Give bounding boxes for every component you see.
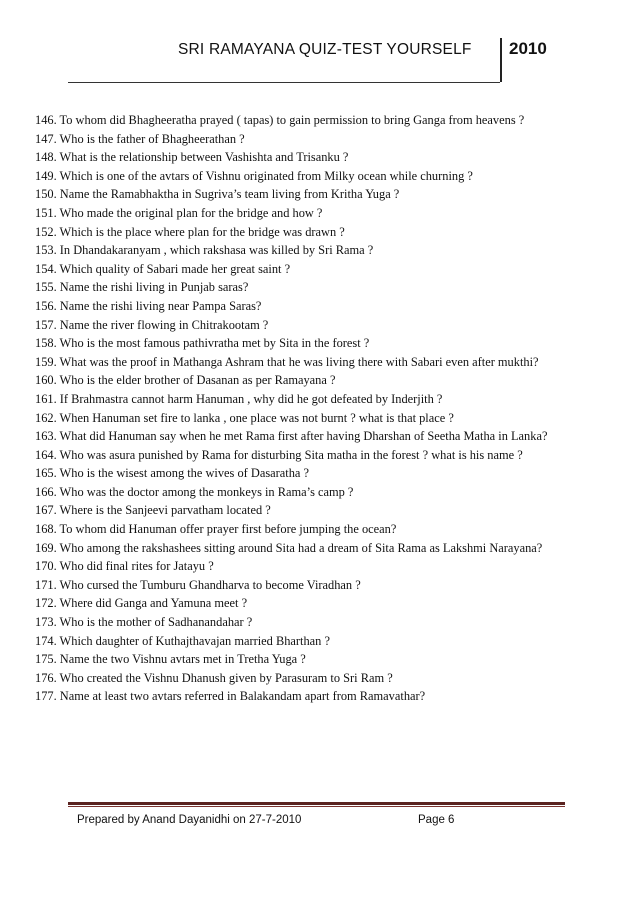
question-165: 165. Who is the wisest among the wives of Dasaratha ? bbox=[35, 466, 310, 481]
question-list bbox=[35, 111, 575, 706]
footer-prepared-by: Prepared by Anand Dayanidhi on 27-7-2010 bbox=[77, 814, 302, 826]
question-159: 159. What was the proof in Mathanga Ashram that he was living there with Sabari even after mukthi? bbox=[35, 354, 539, 369]
question-174: 174. Which daughter of Kuthajthavajan married Bharthan ? bbox=[35, 633, 330, 648]
question-151: 151. Who made the original plan for the bridge and how ? bbox=[35, 205, 323, 220]
question-148: 148. What is the relationship between Vashishta and Trisanku ? bbox=[35, 150, 349, 165]
question-155: 155. Name the rishi living in Punjab saras? bbox=[35, 280, 249, 295]
question-176: 176. Who created the Vishnu Dhanush given by Parasuram to Sri Ram ? bbox=[35, 670, 393, 685]
question-164: 164. Who was asura punished by Rama for disturbing Sita matha in the forest ? what is his name ? bbox=[35, 447, 523, 462]
question-168: 168. To whom did Hanuman offer prayer first before jumping the ocean? bbox=[35, 522, 397, 537]
question-177: 177. Name at least two avtars referred in Balakandam apart from Ramavathar? bbox=[35, 689, 426, 704]
question-172: 172. Where did Ganga and Yamuna meet ? bbox=[35, 596, 248, 611]
header-divider bbox=[500, 38, 502, 82]
question-149: 149. Which is one of the avtars of Vishnu originated from Milky ocean while churning ? bbox=[35, 168, 473, 183]
header-rule bbox=[68, 82, 500, 83]
question-171: 171. Who cursed the Tumburu Ghandharva to become Viradhan ? bbox=[35, 577, 361, 592]
question-169: 169. Who among the rakshashees sitting around Sita had a dream of Sita Rama as Lakshmi Narayana? bbox=[35, 540, 543, 555]
question-162: 162. When Hanuman set fire to lanka , one place was not burnt ? what is that place ? bbox=[35, 410, 454, 425]
question-153: 153. In Dhandakaranyam , which rakshasa was killed by Sri Rama ? bbox=[35, 243, 374, 258]
question-146: 146. To whom did Bhagheeratha prayed ( tapas) to gain permission to bring Ganga from heavens ? bbox=[35, 113, 525, 127]
question-156: 156. Name the rishi living near Pampa Saras? bbox=[35, 298, 262, 313]
footer-page-number: Page 6 bbox=[418, 814, 455, 826]
question-166: 166. Who was the doctor among the monkeys in Rama’s camp ? bbox=[35, 484, 354, 499]
question-175: 175. Name the two Vishnu avtars met in Tretha Yuga ? bbox=[35, 652, 306, 667]
page-header bbox=[68, 38, 562, 82]
question-163: 163. What did Hanuman say when he met Rama first after having Dharshan of Seetha Matha in Lanka? bbox=[35, 429, 548, 444]
question-154: 154. Which quality of Sabari made her great saint ? bbox=[35, 261, 291, 276]
question-152: 152. Which is the place where plan for the bridge was drawn ? bbox=[35, 224, 345, 239]
question-158: 158. Who is the most famous pathivratha met by Sita in the forest ? bbox=[35, 336, 370, 351]
question-170: 170. Who did final rites for Jatayu ? bbox=[35, 559, 214, 574]
question-147: 147. Who is the father of Bhagheerathan ? bbox=[35, 131, 245, 146]
question-160: 160. Who is the elder brother of Dasanan as per Ramayana ? bbox=[35, 373, 336, 388]
question-161: 161. If Brahmastra cannot harm Hanuman , why did he got defeated by Inderjith ? bbox=[35, 391, 443, 406]
question-157: 157. Name the river flowing in Chitrakootam ? bbox=[35, 317, 269, 332]
footer-rule-thin bbox=[68, 806, 565, 807]
question-173: 173. Who is the mother of Sadhanandahar ? bbox=[35, 615, 253, 630]
document-year: 2010 bbox=[509, 39, 547, 58]
question-167: 167. Where is the Sanjeevi parvatham located ? bbox=[35, 503, 271, 518]
footer-rule bbox=[68, 802, 565, 805]
question-150: 150. Name the Ramabhaktha in Sugriva’s team living from Kritha Yuga ? bbox=[35, 187, 400, 202]
document-title: SRI RAMAYANA QUIZ-TEST YOURSELF bbox=[178, 41, 472, 58]
